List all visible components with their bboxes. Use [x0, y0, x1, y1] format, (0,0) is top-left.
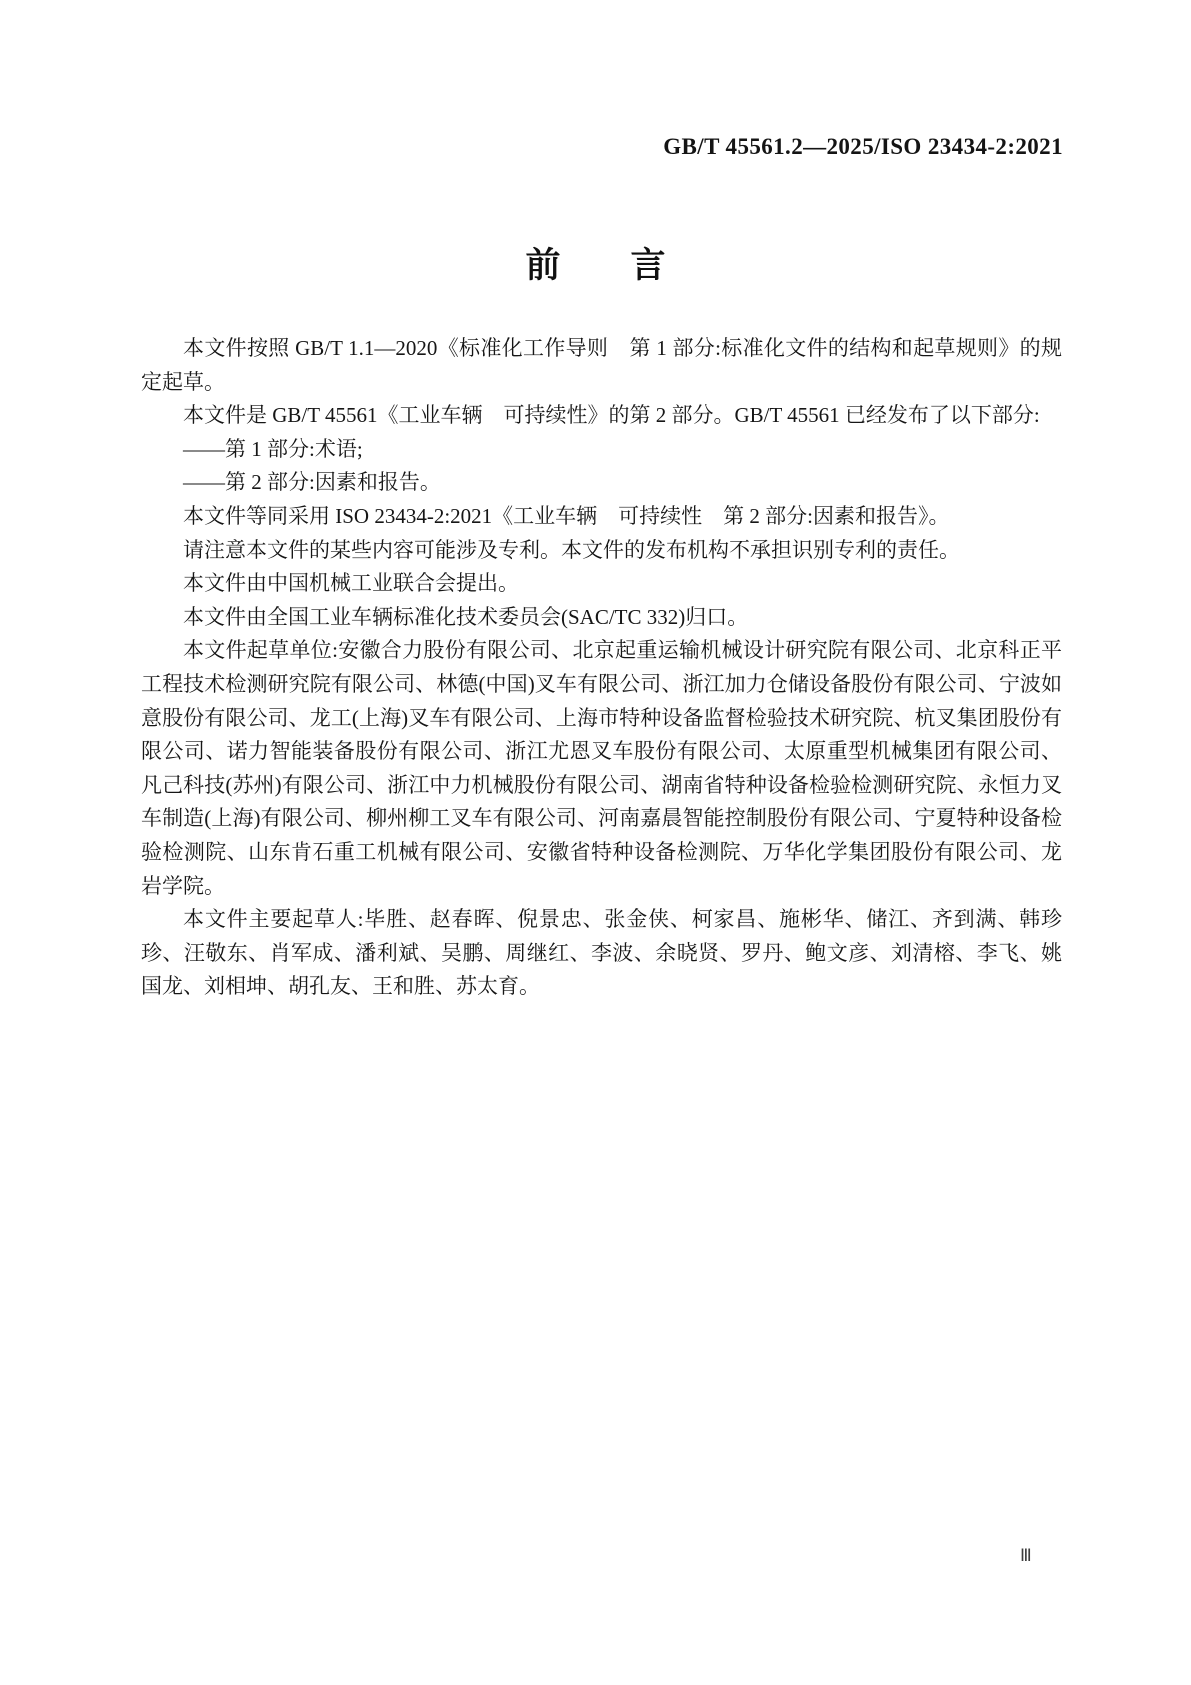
paragraph-part-intro: 本文件是 GB/T 45561《工业车辆 可持续性》的第 2 部分。GB/T 45561 已经发布了以下部分:: [183, 403, 1040, 428]
foreword-body: [141, 332, 1062, 1004]
paragraph-patent-notice: 请注意本文件的某些内容可能涉及专利。本文件的发布机构不承担识别专利的责任。: [183, 537, 960, 562]
list-item-part-2: ——第 2 部分:因素和报告。: [183, 470, 441, 495]
paragraph-main-drafters: 本文件主要起草人:毕胜、赵春晖、倪景忠、张金侠、柯家昌、施彬华、储江、齐到满、韩珍珍、汪敬东、肖军成、潘利斌、吴鹏、周继红、李波、余晓贤、罗丹、鲍文彦、刘清榕、李飞、姚国龙、刘相坤、胡孔友、王和胜、苏太育。: [141, 907, 1062, 999]
paragraph-iso-adoption: 本文件等同采用 ISO 23434-2:2021《工业车辆 可持续性 第 2 部分:因素和报告》。: [183, 503, 950, 528]
page-title: 前 言: [525, 246, 666, 285]
standard-number-header: GB/T 45561.2—2025/ISO 23434-2:2021: [663, 134, 1063, 159]
paragraph-centralized-by: 本文件由全国工业车辆标准化技术委员会(SAC/TC 332)归口。: [183, 604, 749, 629]
paragraph-drafting-units: 本文件起草单位:安徽合力股份有限公司、北京起重运输机械设计研究院有限公司、北京科正平工程技术检测研究院有限公司、林德(中国)叉车有限公司、浙江加力仓储设备股份有限公司、宁波如意股份有限公司、龙工(上海)叉车有限公司、上海市特种设备监督检验技术研究院、杭叉集团股份有限公司、诺力智能装备股份有限公司、浙江尤恩叉车股份有限公司、太原重型机械集团有限公司、凡己科技(苏州)有限公司、浙江中力机械股份有限公司、湖南省特种设备检验检测研究院、永恒力叉车制造(上海)有限公司、柳州柳工叉车有限公司、河南嘉晨智能控制股份有限公司、宁夏特种设备检验检测院、山东肯石重工机械有限公司、安徽省特种设备检测院、万华化学集团股份有限公司、龙岩学院。: [141, 638, 1062, 898]
paragraph-proposed-by: 本文件由中国机械工业联合会提出。: [183, 571, 519, 596]
page-number: Ⅲ: [1020, 1546, 1032, 1565]
paragraph-drafting-rules: 本文件按照 GB/T 1.1—2020《标准化工作导则 第 1 部分:标准化文件的结构和起草规则》的规定起草。: [141, 336, 1062, 394]
list-item-part-1: ——第 1 部分:术语;: [183, 436, 363, 461]
